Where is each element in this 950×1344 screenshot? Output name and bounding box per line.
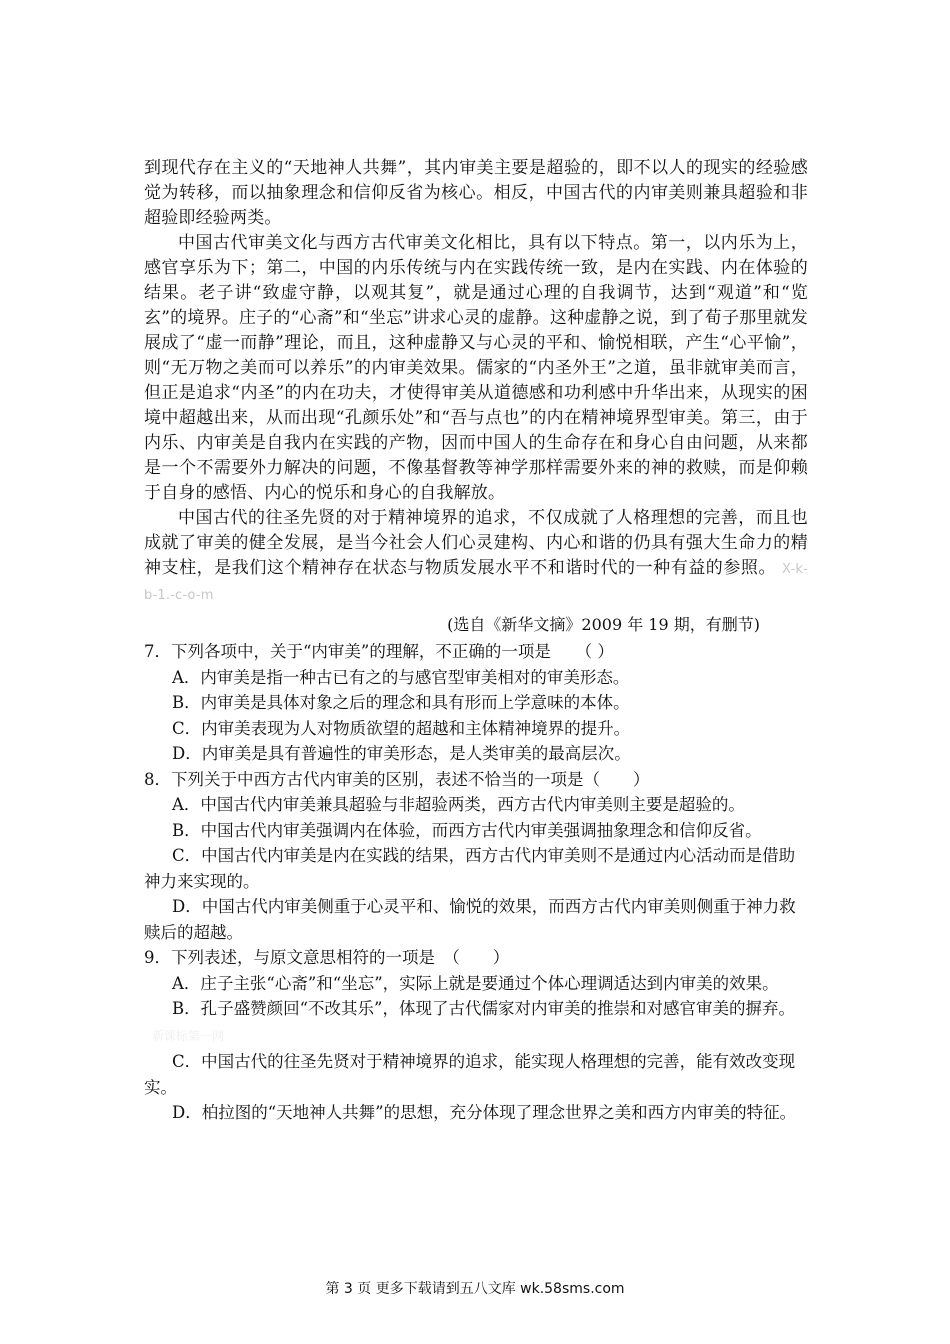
question-9-option-c[interactable]: C．中国古代的往圣先贤对于精神境界的追求，能实现人格理想的完善，能有效改变现实。 — [144, 1052, 796, 1097]
question-8 — [144, 767, 808, 946]
question-8-stem: 8．下列关于中西方古代内审美的区别，表述不恰当的一项是（ ） — [144, 769, 650, 789]
question-7-option-d[interactable]: D．内审美是具有普遍性的审美形态，是人类审美的最高层次。 — [172, 744, 631, 763]
question-8-option-d[interactable]: D．中国古代内审美侧重于心灵平和、愉悦的效果，而西方古代内审美则侧重于神力救赎后的超越。 — [144, 897, 796, 942]
question-9-option-a[interactable]: A．庄子主张“心斋”和“坐忘”，实际上就是要通过个体心理调适达到内审美的效果。 — [172, 973, 779, 993]
question-8-option-c[interactable]: C．中国古代内审美是内在实践的结果，西方古代内审美则不是通过内心活动而是借助神力来实现的。 — [144, 846, 796, 891]
question-9-option-b[interactable] — [144, 996, 808, 1049]
question-7-stem: 7．下列各项中，关于“内审美”的理解，不正确的一项是 （ ） — [144, 642, 614, 661]
page-footer: 第 3 页 更多下载请到五八文库 wk.58sms.com — [325, 1281, 625, 1297]
question-8-option-b[interactable]: B．中国古代内审美强调内在体验，而西方古代内审美强调抽象理念和信仰反省。 — [172, 820, 762, 840]
question-9-stem: 9．下列表述，与原文意思相符的一项是 （ ） — [144, 948, 510, 967]
paragraph-3-text: 中国古代的往圣先贤的对于精神境界的追求，不仅成就了人格理想的完善，而且也成就了审美的健全发展，是当今社会人们心灵建构、内心和谐的仍具有强大生命力的精神支柱，是我们这个精神存在状态与物质发展水平不和谐时代的一种有益的参照。 — [144, 508, 808, 578]
paragraph-2: 中国古代审美文化与西方古代审美文化相比，具有以下特点。第一，以内乐为上，感官享乐为下；第二，中国的内乐传统与内在实践传统一致，是内在实践、内在体验的结果。老子讲“致虚守静，以观其复”，就是通过心理的自我调节，达到“观道”和“览玄”的境界。庄子的“心斋”和“坐忘”讲求心灵的虚静。这种虚静之说，到了荀子那里就发展成了“虚一而静”理论，而且，这种虚静又与心灵的平和、愉悦相联，产生“心平愉”，则“无万物之美而可以养乐”的内审美效果。儒家的“内圣外王”之道，虽非就审美而言，但正是追求“内圣”的内在功夫，才使得审美从道德感和功利感中升华出来，从现实的困境中超越出来，从而出现“孔颜乐处”和“吾与点也”的内在精神境界型审美。第三，由于内乐、内审美是自我内在实践的产物，因而中国人的生命存在和身心自由问题，从来都是一个不需要外力解决的问题，不像基督教等神学那样需要外来的神的救赎，而是仰赖于自身的感悟、内心的悦乐和身心的自我解放。 — [144, 233, 808, 503]
paragraph-1: 到现代存在主义的“天地神人共舞”，其内审美主要是超验的，即不以人的现实的经验感觉为转移，而以抽象理念和信仰反省为核心。相反，中国古代的内审美则兼具超验和非超验即经验两类。 — [144, 158, 808, 228]
document-body — [144, 156, 808, 1126]
question-7-option-a[interactable]: A．内审美是指一种古已有之的与感官型审美相对的审美形态。 — [172, 667, 630, 687]
question-7-option-c[interactable]: C．内审美表现为人对物质欲望的超越和主体精神境界的提升。 — [172, 718, 631, 738]
question-9-option-d[interactable]: D．柏拉图的“天地神人共舞”的思想，充分体现了理念世界之美和西方内审美的特征。 — [172, 1103, 797, 1122]
question-7 — [144, 639, 808, 767]
paragraph-3 — [144, 506, 808, 608]
question-9-option-b-text: B．孔子盛赞颜回“不改其乐”，体现了古代儒家对内审美的推崇和对感官审美的摒弃。 — [172, 999, 795, 1018]
watermark-text: X-k-b-1.-c-o-m — [144, 562, 808, 603]
question-9 — [144, 945, 808, 1126]
source-citation: (选自《新华文摘》2009 年 19 期，有删节) — [447, 615, 760, 634]
question-7-option-b[interactable]: B．内审美是具体对象之后的理念和具有形而上学意味的本体。 — [172, 693, 630, 712]
question-8-option-a[interactable]: A．中国古代内审美兼具超验与非超验两类，西方古代内审美则主要是超验的。 — [172, 795, 745, 814]
faint-watermark: 新课标第一网 — [152, 1028, 225, 1043]
